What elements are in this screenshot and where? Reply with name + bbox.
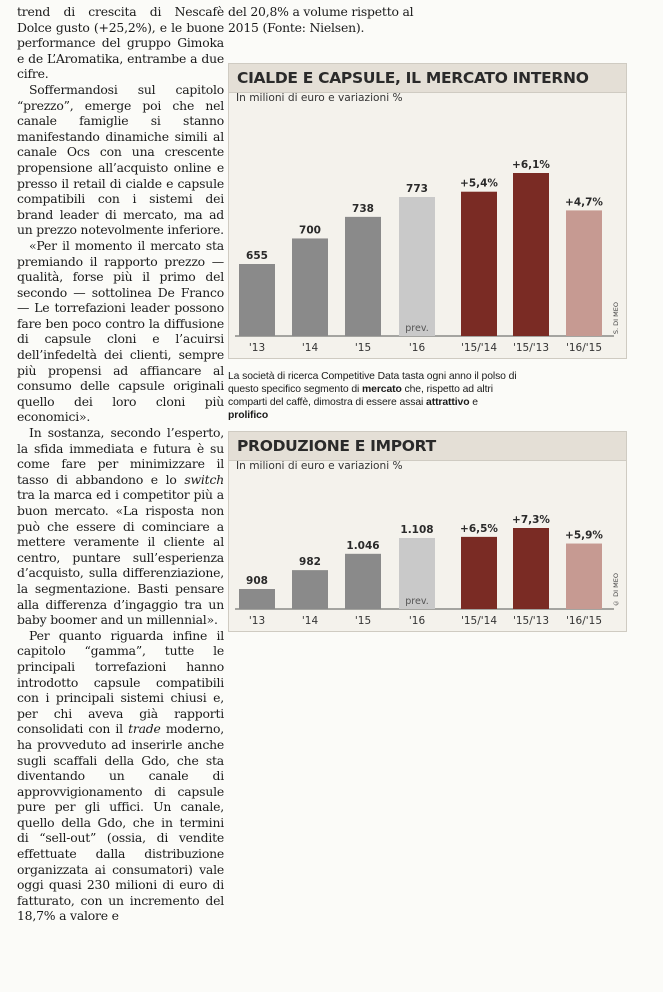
- x-tick-label: '13: [248, 342, 266, 354]
- x-tick-label: '14: [301, 615, 319, 627]
- article-paragraph: [17, 4, 224, 82]
- article-paragraph: [17, 82, 224, 238]
- chart-subtitle: In milioni di euro e variazioni %: [236, 92, 403, 104]
- chart-title: PRODUZIONE E IMPORT: [229, 432, 626, 461]
- change-bar: [566, 544, 602, 609]
- value-bar: [345, 217, 381, 336]
- value-label: 908: [246, 575, 268, 587]
- x-tick-label: '16: [408, 615, 426, 627]
- caption-text: e: [469, 397, 478, 408]
- chart-credit: © DI MEO: [612, 573, 620, 607]
- change-label: +6,1%: [512, 159, 550, 171]
- article-paragraph: [17, 628, 224, 924]
- paragraph-text: «Per il momento il mercato sta premiando il rapporto prezzo — qualità, forse più il primo del secondo — sottolinea De Franco — Le torrefazioni leader possono fare ben poco contro la diffusione di capsule cloni e l’acuirsi dell’infedeltà dei clienti, sempre più propensi ad affiancare al consumo delle capsule originali quello dei loro cloni più economici».: [17, 237, 224, 425]
- x-tick-label: '16/'15: [565, 342, 603, 354]
- paragraph-text: trend di crescita di Nescafè Dolce gusto (+25,2%), e le buone performance del gruppo Gimoka e de L’Aromatika, entrambe a due cifre.: [17, 4, 224, 82]
- chart-cialde-capsule: [228, 63, 627, 359]
- caption-bold: attrattivo: [426, 397, 470, 408]
- chart-plot: [229, 64, 626, 358]
- value-label: 773: [406, 183, 428, 195]
- change-bar: [513, 528, 549, 609]
- value-label: 982: [299, 556, 321, 569]
- chart-produzione-import: [228, 431, 627, 632]
- paragraph-text: Soffermandosi sul capitolo “prezzo”, emerge poi che nel canale famiglie si stanno manifestando dinamiche simili al canale Ocs con una crescente propensione all’acquisto online e presso il retail di cialde e capsule compatibili con i sistemi dei brand leader di mercato, ma ad un prezzo notevolmente inferiore.: [17, 81, 224, 238]
- change-label: +6,5%: [460, 522, 498, 535]
- x-tick-label: '15/'14: [460, 615, 498, 627]
- paragraph-text: tra la marca ed i competitor più a buon mercato. «La risposta non può che essere di cominciare a mettere veramente il cliente al centro, puntare sull’esperienza d’acquisto, sulla differenziazione, la segmentazione. Basti pensare alla differenza d’ingaggio tra un baby boomer and un millennial».: [17, 487, 224, 628]
- value-label: 700: [299, 224, 321, 237]
- x-tick-label: '15: [354, 342, 372, 354]
- italic-term: switch: [184, 471, 224, 487]
- change-label: +7,3%: [512, 514, 550, 526]
- value-label: 738: [352, 202, 374, 215]
- paragraph-text: In sostanza, secondo l’esperto, la sfida immediata e futura è su come fare per minimizzare il tasso di abbandono e lo: [17, 425, 224, 487]
- forecast-label: prev.: [405, 323, 429, 334]
- forecast-label: prev.: [405, 596, 429, 607]
- x-tick-label: '15/'13: [512, 342, 550, 354]
- chart-subtitle: In milioni di euro e variazioni %: [236, 460, 403, 472]
- value-bar: [292, 238, 328, 336]
- x-tick-label: '14: [301, 342, 319, 354]
- caption-text: che, rispetto ad altri comparti del caffè, dimostra di essere assai: [228, 384, 493, 408]
- x-tick-label: '15: [354, 615, 372, 627]
- x-tick-label: '16/'15: [565, 615, 603, 627]
- article-left-column: [17, 4, 224, 924]
- italic-term: trade: [128, 721, 161, 737]
- chart-title: CIALDE E CAPSULE, IL MERCATO INTERNO: [229, 64, 626, 93]
- change-bar: [461, 537, 497, 609]
- x-tick-label: '15/'14: [460, 342, 498, 354]
- chart-credit: S. DI MEO: [612, 301, 620, 334]
- change-label: +5,4%: [460, 177, 498, 190]
- change-bar: [566, 210, 602, 336]
- photo-caption: [228, 370, 518, 422]
- article-paragraph: [17, 425, 224, 628]
- value-bar: [239, 589, 275, 609]
- value-label: 1.108: [400, 524, 434, 536]
- value-bar: [399, 197, 435, 336]
- value-bar: [345, 554, 381, 609]
- value-bar: [239, 264, 275, 336]
- value-label: 655: [246, 250, 268, 262]
- x-tick-label: '13: [248, 615, 266, 627]
- article-paragraph: [17, 238, 224, 425]
- paragraph-text: moderno, ha provveduto ad inserirle anche sugli scaffali della Gdo, che sta diventando un canale di approvvigionamento di capsule pure per gli uffici. Un canale, quello della Gdo, che in termini di “sell-out” (ossia, di vendite effettuate dalla distribuzione organizzata ai consumatori) vale oggi quasi 230 milioni di euro di fatturato, con un incremento del 18,7% a valore e: [17, 721, 224, 924]
- caption-bold: mercato: [362, 384, 402, 395]
- value-label: 1.046: [346, 539, 380, 552]
- change-label: +4,7%: [565, 196, 603, 209]
- change-bar: [461, 192, 497, 336]
- x-tick-label: '16: [408, 342, 426, 354]
- caption-text: La società di ricerca Competitive Data tasta ogni anno il polso di questo specifico segmento di: [228, 371, 517, 395]
- value-bar: [292, 570, 328, 609]
- change-label: +5,9%: [565, 529, 603, 542]
- paragraph-text: Per quanto riguarda infine il capitolo “gamma”, tutte le principali torrefazioni hanno introdotto capsule compatibili con i principali sistemi chiusi e, per chi aveva già rapporti consolidati con il: [17, 627, 224, 737]
- change-bar: [513, 173, 549, 336]
- article-right-column-top: del 20,8% a volume rispetto al 2015 (Fonte: Nielsen).: [228, 4, 414, 35]
- caption-bold: prolifico: [228, 410, 269, 421]
- x-tick-label: '15/'13: [512, 615, 550, 627]
